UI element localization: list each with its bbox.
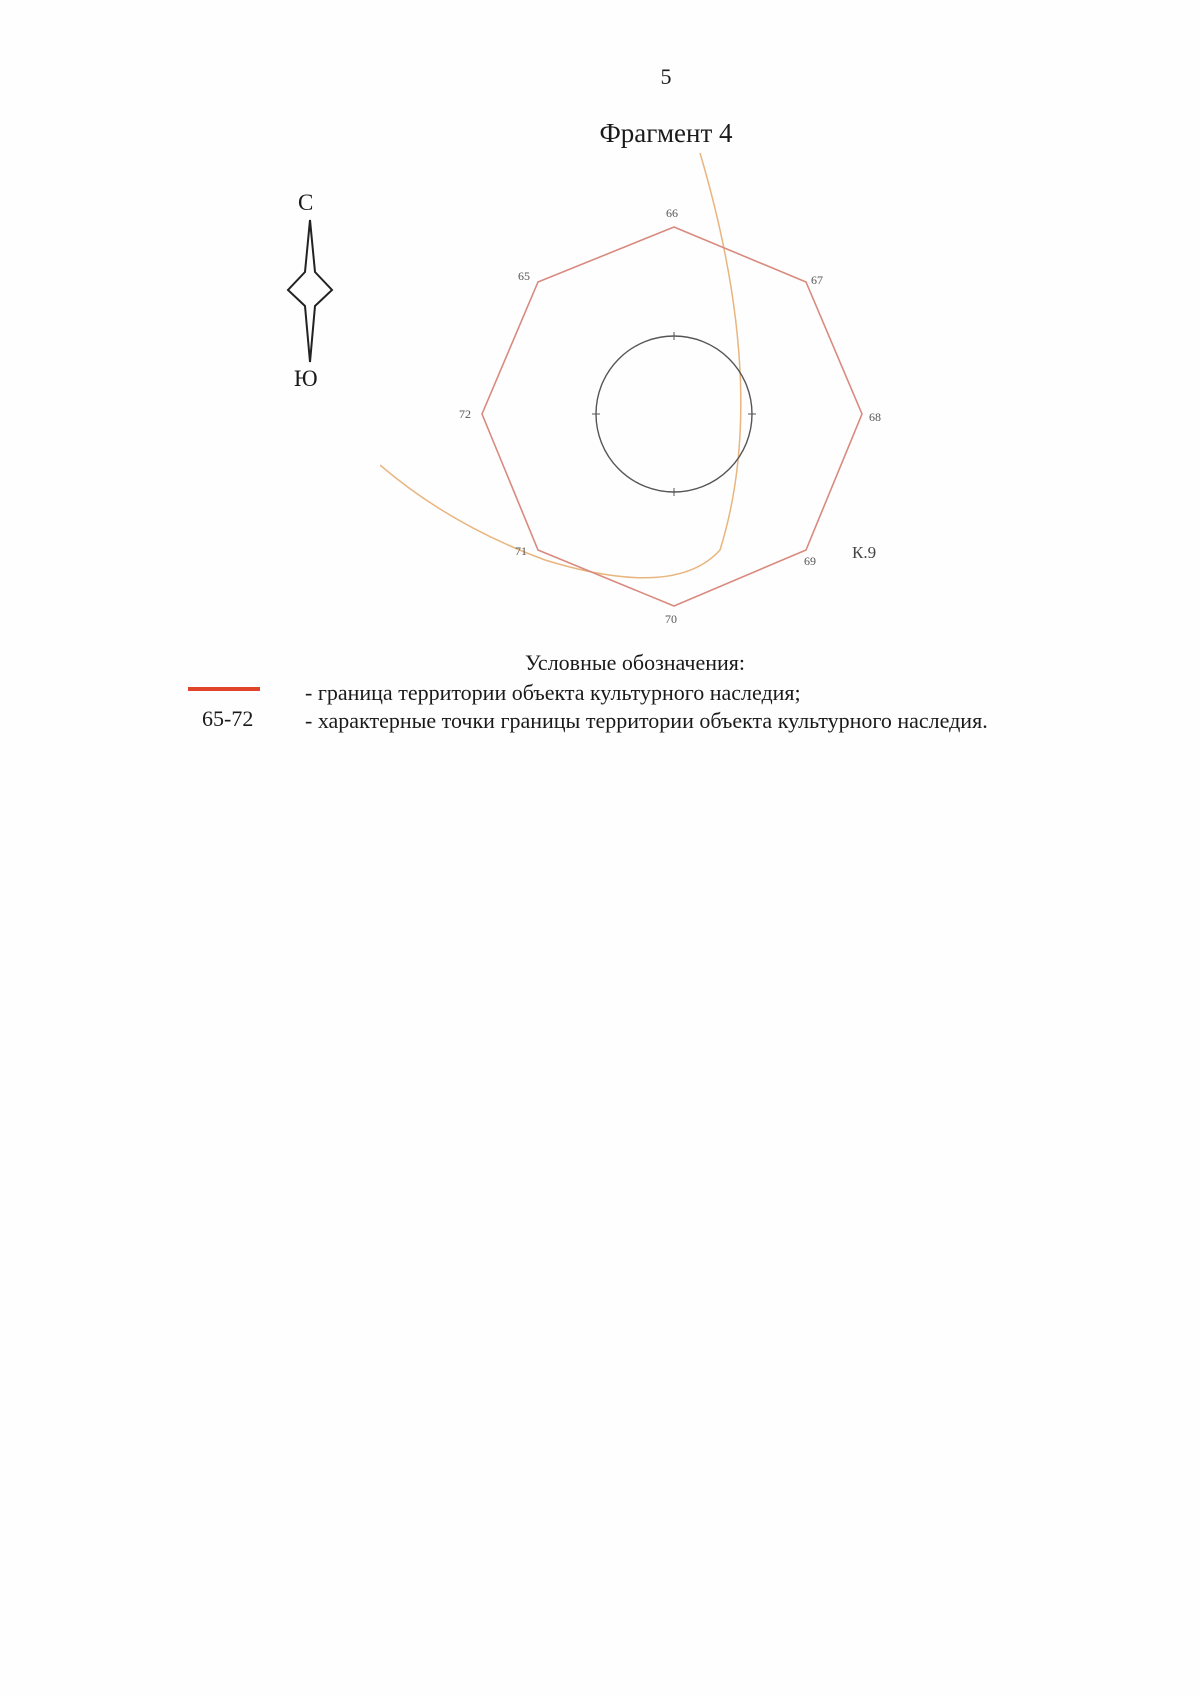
legend-heading: Условные обозначения: [525,650,746,675]
point-label-68: 68 [869,410,881,424]
point-label-65: 65 [518,269,530,283]
kurgan-circle [596,336,752,492]
legend-boundary-description: - граница территории объекта культурного наследия; [305,680,801,705]
compass-south-label: Ю [294,366,318,391]
fragment-title: Фрагмент 4 [599,118,733,148]
point-label-66: 66 [666,206,678,220]
road-line [380,153,741,578]
legend-points-description: - характерные точки границы территории объекта культурного наследия. [305,708,988,733]
point-label-69: 69 [804,554,816,568]
compass-north-label: С [298,190,314,215]
kurgan-label: К.9 [852,543,877,562]
point-label-70: 70 [665,612,677,626]
north-arrow [270,182,350,402]
legend-points-code: 65-72 [202,706,254,731]
point-label-71: 71 [515,544,527,558]
boundary-polygon [482,227,862,606]
page-number: 5 [660,64,672,89]
map-fragment [380,145,900,635]
point-label-72: 72 [459,407,471,421]
point-label-67: 67 [811,273,823,287]
legend-boundary-swatch [188,687,260,691]
